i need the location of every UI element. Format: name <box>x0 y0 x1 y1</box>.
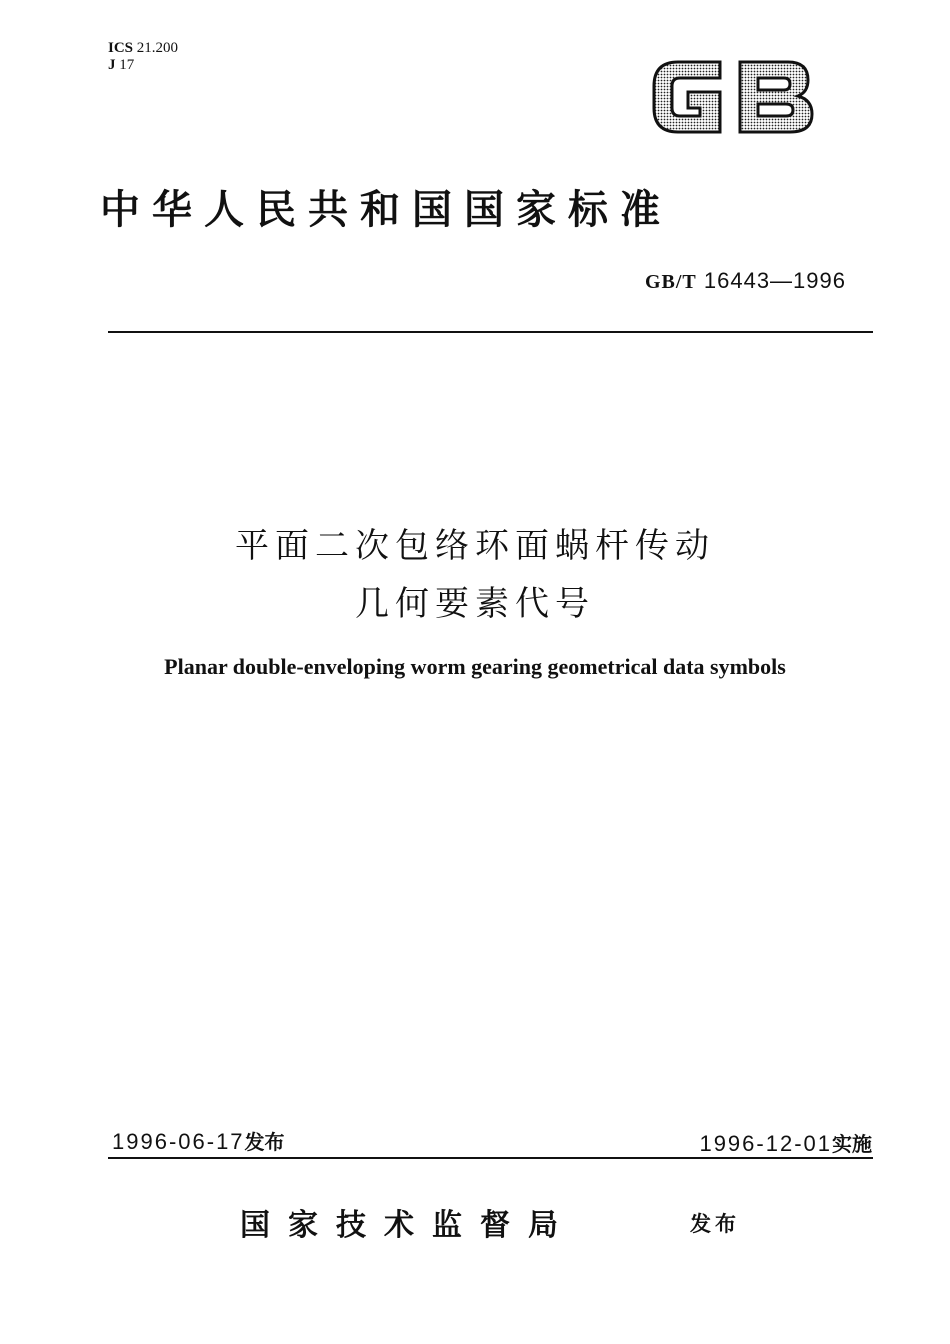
ccs-value: 17 <box>119 57 135 73</box>
ccs-label: J <box>108 57 116 73</box>
issue-date <box>112 1126 285 1155</box>
standard-prefix: GB/T <box>644 271 697 293</box>
ics-code <box>108 40 178 57</box>
ics-value: 21.200 <box>136 40 179 56</box>
ccs-code <box>108 57 178 74</box>
english-title: Planar double-enveloping worm gearing geometrical data symbols <box>164 654 786 679</box>
chinese-title-line-2: 几何要素代号 <box>355 584 595 624</box>
ics-label: ICS <box>108 40 134 56</box>
gb-logo <box>648 52 818 142</box>
implementation-date-suffix: 实施 <box>832 1132 872 1156</box>
classification-codes <box>108 40 178 74</box>
standard-code: 16443—1996 <box>703 268 846 293</box>
implementation-date-value: 1996-12-01 <box>699 1131 832 1156</box>
issuing-authority: 国家技术监督局 <box>240 1208 576 1243</box>
issue-label: 发布 <box>690 1212 740 1236</box>
bottom-divider <box>108 1157 873 1159</box>
issue-date-suffix: 发布 <box>244 1130 285 1154</box>
issue-date-value: 1996-06-17 <box>112 1129 245 1154</box>
top-divider <box>108 331 873 333</box>
chinese-title-line-1: 平面二次包络环面蜗杆传动 <box>235 526 715 566</box>
main-title: 中华人民共和国国家标准 <box>100 186 672 233</box>
implementation-date <box>699 1128 872 1157</box>
standard-number <box>645 268 846 294</box>
